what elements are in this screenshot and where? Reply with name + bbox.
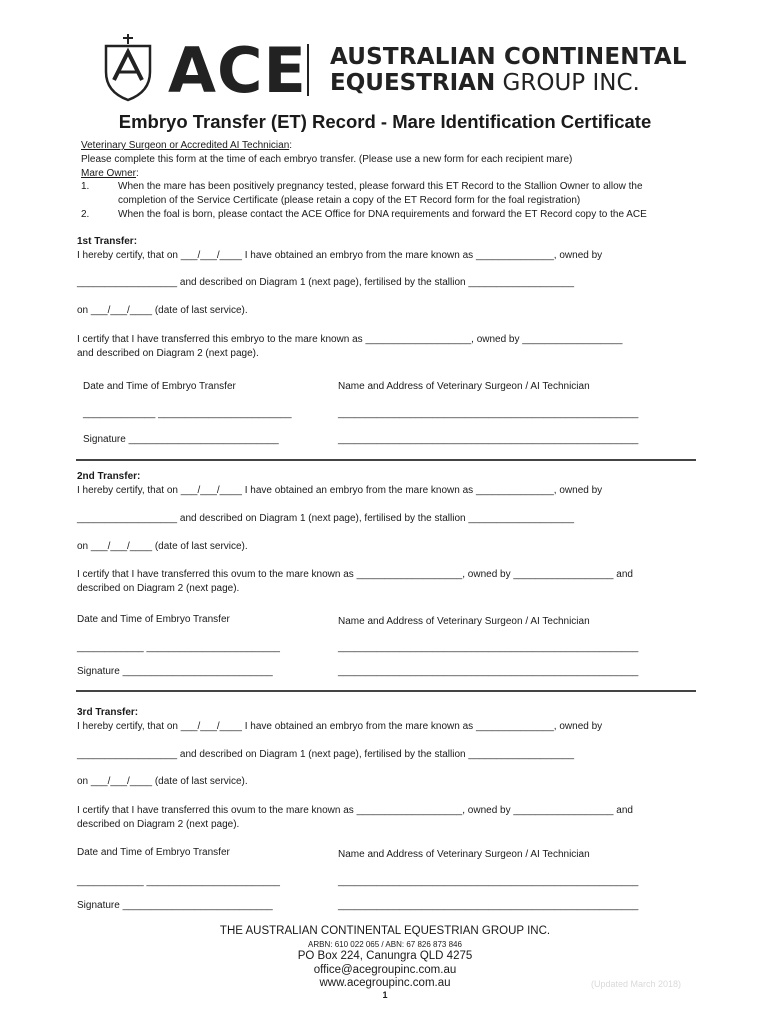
- transfer-3-heading: 3rd Transfer:: [77, 707, 139, 718]
- transfer-3-vet-field-1[interactable]: ______________________________________________________: [338, 876, 639, 887]
- owner-item1-number: 1.: [81, 181, 90, 192]
- transfer-2-line2: __________________ and described on Diagram 1 (next page), fertilised by the stallion ___________________: [77, 513, 575, 524]
- transfer-2-vet-label: Name and Address of Veterinary Surgeon / AI Technician: [338, 616, 590, 627]
- vet-heading-line: [81, 140, 292, 151]
- owner-item2-number: 2.: [81, 209, 90, 220]
- transfer-1-vet-field-2[interactable]: ______________________________________________________: [338, 434, 639, 445]
- footer-email[interactable]: office@acegroupinc.com.au: [313, 964, 457, 976]
- vet-heading: Veterinary Surgeon or Accredited AI Technician: [81, 140, 290, 151]
- transfer-3-line3: on ___/___/____ (date of last service).: [77, 776, 248, 787]
- transfer-3-vet-label: Name and Address of Veterinary Surgeon / AI Technician: [338, 849, 590, 860]
- org-name-line1: AUSTRALIAN CONTINENTAL: [330, 44, 687, 70]
- footer-website[interactable]: www.acegroupinc.com.au: [319, 977, 451, 989]
- transfer-2-vet-field-1[interactable]: ______________________________________________________: [338, 642, 639, 653]
- transfer-2-date-label: Date and Time of Embryo Transfer: [77, 614, 230, 625]
- transfer-3-line4: I certify that I have transferred this ovum to the mare known as ___________________, owned by __________________ and: [77, 805, 633, 816]
- transfer-2-signature-field[interactable]: Signature ___________________________: [77, 666, 273, 677]
- footer-abn: ARBN: 610 022 065 / ABN: 67 826 873 846: [308, 940, 462, 949]
- transfer-1-date-label: Date and Time of Embryo Transfer: [83, 381, 236, 392]
- transfer-3-signature-field[interactable]: Signature ___________________________: [77, 900, 273, 911]
- owner-heading-colon: :: [136, 168, 139, 179]
- transfer-1-line3: on ___/___/____ (date of last service).: [77, 305, 248, 316]
- transfer-1-line4: I certify that I have transferred this embryo to the mare known as ___________________, owned by __________________: [77, 334, 623, 345]
- transfer-3-line2: __________________ and described on Diagram 1 (next page), fertilised by the stallion ___________________: [77, 749, 575, 760]
- transfer-2-line4: I certify that I have transferred this ovum to the mare known as ___________________, owned by __________________ and: [77, 569, 633, 580]
- owner-heading: Mare Owner: [81, 168, 137, 179]
- transfer-2-date-field[interactable]: ____________ ________________________: [77, 642, 280, 653]
- header-divider: [307, 44, 309, 96]
- transfer-3-vet-field-2[interactable]: ______________________________________________________: [338, 900, 639, 911]
- footer-org-name: THE AUSTRALIAN CONTINENTAL EQUESTRIAN GROUP INC.: [219, 925, 551, 937]
- transfer-1-heading: 1st Transfer:: [77, 236, 138, 247]
- transfer-2-line5: described on Diagram 2 (next page).: [77, 583, 240, 594]
- transfer-1-line1: I hereby certify, that on ___/___/____ I have obtained an embryo from the mare known as ______________, owned by: [77, 250, 603, 261]
- transfer-3-date-label: Date and Time of Embryo Transfer: [77, 847, 230, 858]
- transfer-1-vet-field-1[interactable]: ______________________________________________________: [338, 408, 639, 419]
- transfer-1-line2: __________________ and described on Diagram 1 (next page), fertilised by the stallion ___________________: [77, 277, 575, 288]
- transfer-1-vet-label: Name and Address of Veterinary Surgeon / AI Technician: [338, 381, 590, 392]
- page-title: Embryo Transfer (ET) Record - Mare Identification Certificate: [118, 111, 652, 132]
- transfer-2-vet-field-2[interactable]: ______________________________________________________: [338, 666, 639, 677]
- owner-item2-text: When the foal is born, please contact the ACE Office for DNA requirements and forward the ET Record copy to the ACE: [118, 209, 647, 220]
- footer-updated-note: (Updated March 2018): [591, 979, 682, 989]
- transfer-2-line1: I hereby certify, that on ___/___/____ I have obtained an embryo from the mare known as ______________, owned by: [77, 485, 603, 496]
- transfer-2-heading: 2nd Transfer:: [77, 471, 141, 482]
- transfer-3-line1: I hereby certify, that on ___/___/____ I have obtained an embryo from the mare known as ______________, owned by: [77, 721, 603, 732]
- org-name-line2-rest: GROUP INC.: [495, 70, 640, 96]
- transfer-1-signature-field[interactable]: Signature ___________________________: [83, 434, 279, 445]
- section-divider-2: [76, 690, 696, 692]
- brand-wordmark: ACE: [168, 34, 307, 107]
- transfer-1-line5: and described on Diagram 2 (next page).: [77, 348, 259, 359]
- footer-po-box: PO Box 224, Canungra QLD 4275: [297, 950, 473, 962]
- transfer-1-date-field[interactable]: _____________ ________________________: [83, 408, 292, 419]
- owner-item1-line2: completion of the Service Certificate (please retain a copy of the ET Record form for the foal registration): [118, 195, 581, 206]
- shield-horse-crest-icon: [100, 32, 156, 102]
- owner-item1-line1: When the mare has been positively pregnancy tested, please forward this ET Record to the Stallion Owner to allow the: [118, 181, 643, 192]
- vet-heading-colon: :: [289, 140, 293, 151]
- section-divider-1: [76, 459, 696, 461]
- org-name-line2-bold: EQUESTRIAN: [330, 70, 496, 96]
- vet-instruction: Please complete this form at the time of each embryo transfer. (Please use a new form for each recipient mare): [81, 154, 573, 165]
- transfer-3-date-field[interactable]: ____________ ________________________: [77, 876, 280, 887]
- transfer-3-line5: described on Diagram 2 (next page).: [77, 819, 240, 830]
- transfer-2-line3: on ___/___/____ (date of last service).: [77, 541, 248, 552]
- page-number: 1: [382, 990, 388, 1000]
- org-name-line2: [330, 70, 640, 96]
- owner-heading-line: [81, 168, 139, 179]
